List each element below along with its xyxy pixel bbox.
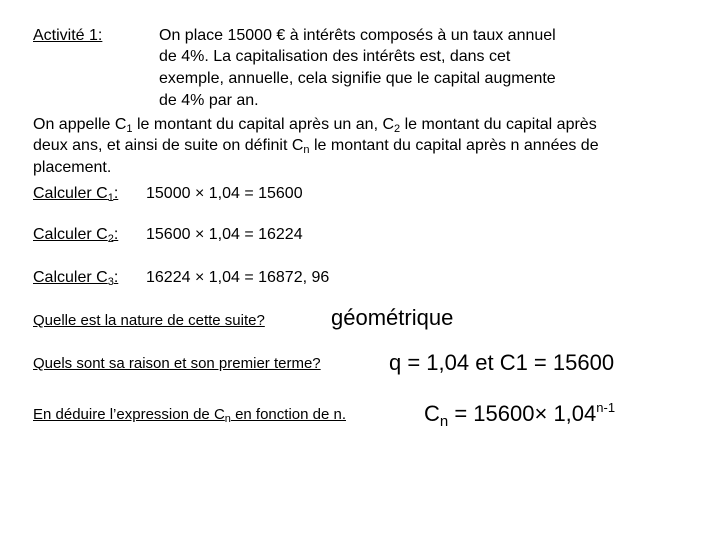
calc-label-1: Calculer $C_1$: [33, 185, 119, 204]
answer-reason: q = 1,04 et C1 = 15600 [389, 350, 615, 375]
calc-expr-2: 15600 × 1,04 = 16224 [146, 226, 303, 243]
definition-line-3: placement. [33, 159, 112, 176]
calc-label-3: Calculer $C_3$: [33, 269, 119, 288]
calc-expr-3: 16224 × 1,04 = 16872, 96 [146, 269, 330, 286]
activity-label: Activité 1: [33, 27, 103, 44]
question-expression: En déduire l’expression de $C_n$ en fonction de n. [33, 406, 346, 425]
question-nature: Quelle est la nature de cette suite? [33, 312, 265, 329]
intro-line-3: exemple, annuelle, cela signifie que le capital augmente [159, 70, 556, 87]
intro-line-2: de 4%. La capitalisation des intérêts est, dans cet [159, 48, 511, 65]
intro-line-4: de 4% par an. [159, 92, 259, 109]
definition-line-1: On appelle $C_1$ le montant du capital après un an, $C_2$ le montant du capital après [33, 116, 597, 135]
definition-line-2: deux ans, et ainsi de suite on définit $C_n$ le montant du capital après n années de [33, 137, 599, 156]
answer-nature: géométrique [331, 305, 454, 330]
answer-expression: $C_n = 15600\times 1,04^{n-1}$ [424, 400, 616, 430]
question-reason: Quels sont sa raison et son premier terme? [33, 355, 321, 372]
intro-line-1: On place 15000 € à intérêts composés à un taux annuel [159, 27, 556, 44]
calc-label-2: Calculer $C_2$: [33, 226, 119, 245]
calc-expr-1: 15000 × 1,04 = 15600 [146, 185, 303, 202]
